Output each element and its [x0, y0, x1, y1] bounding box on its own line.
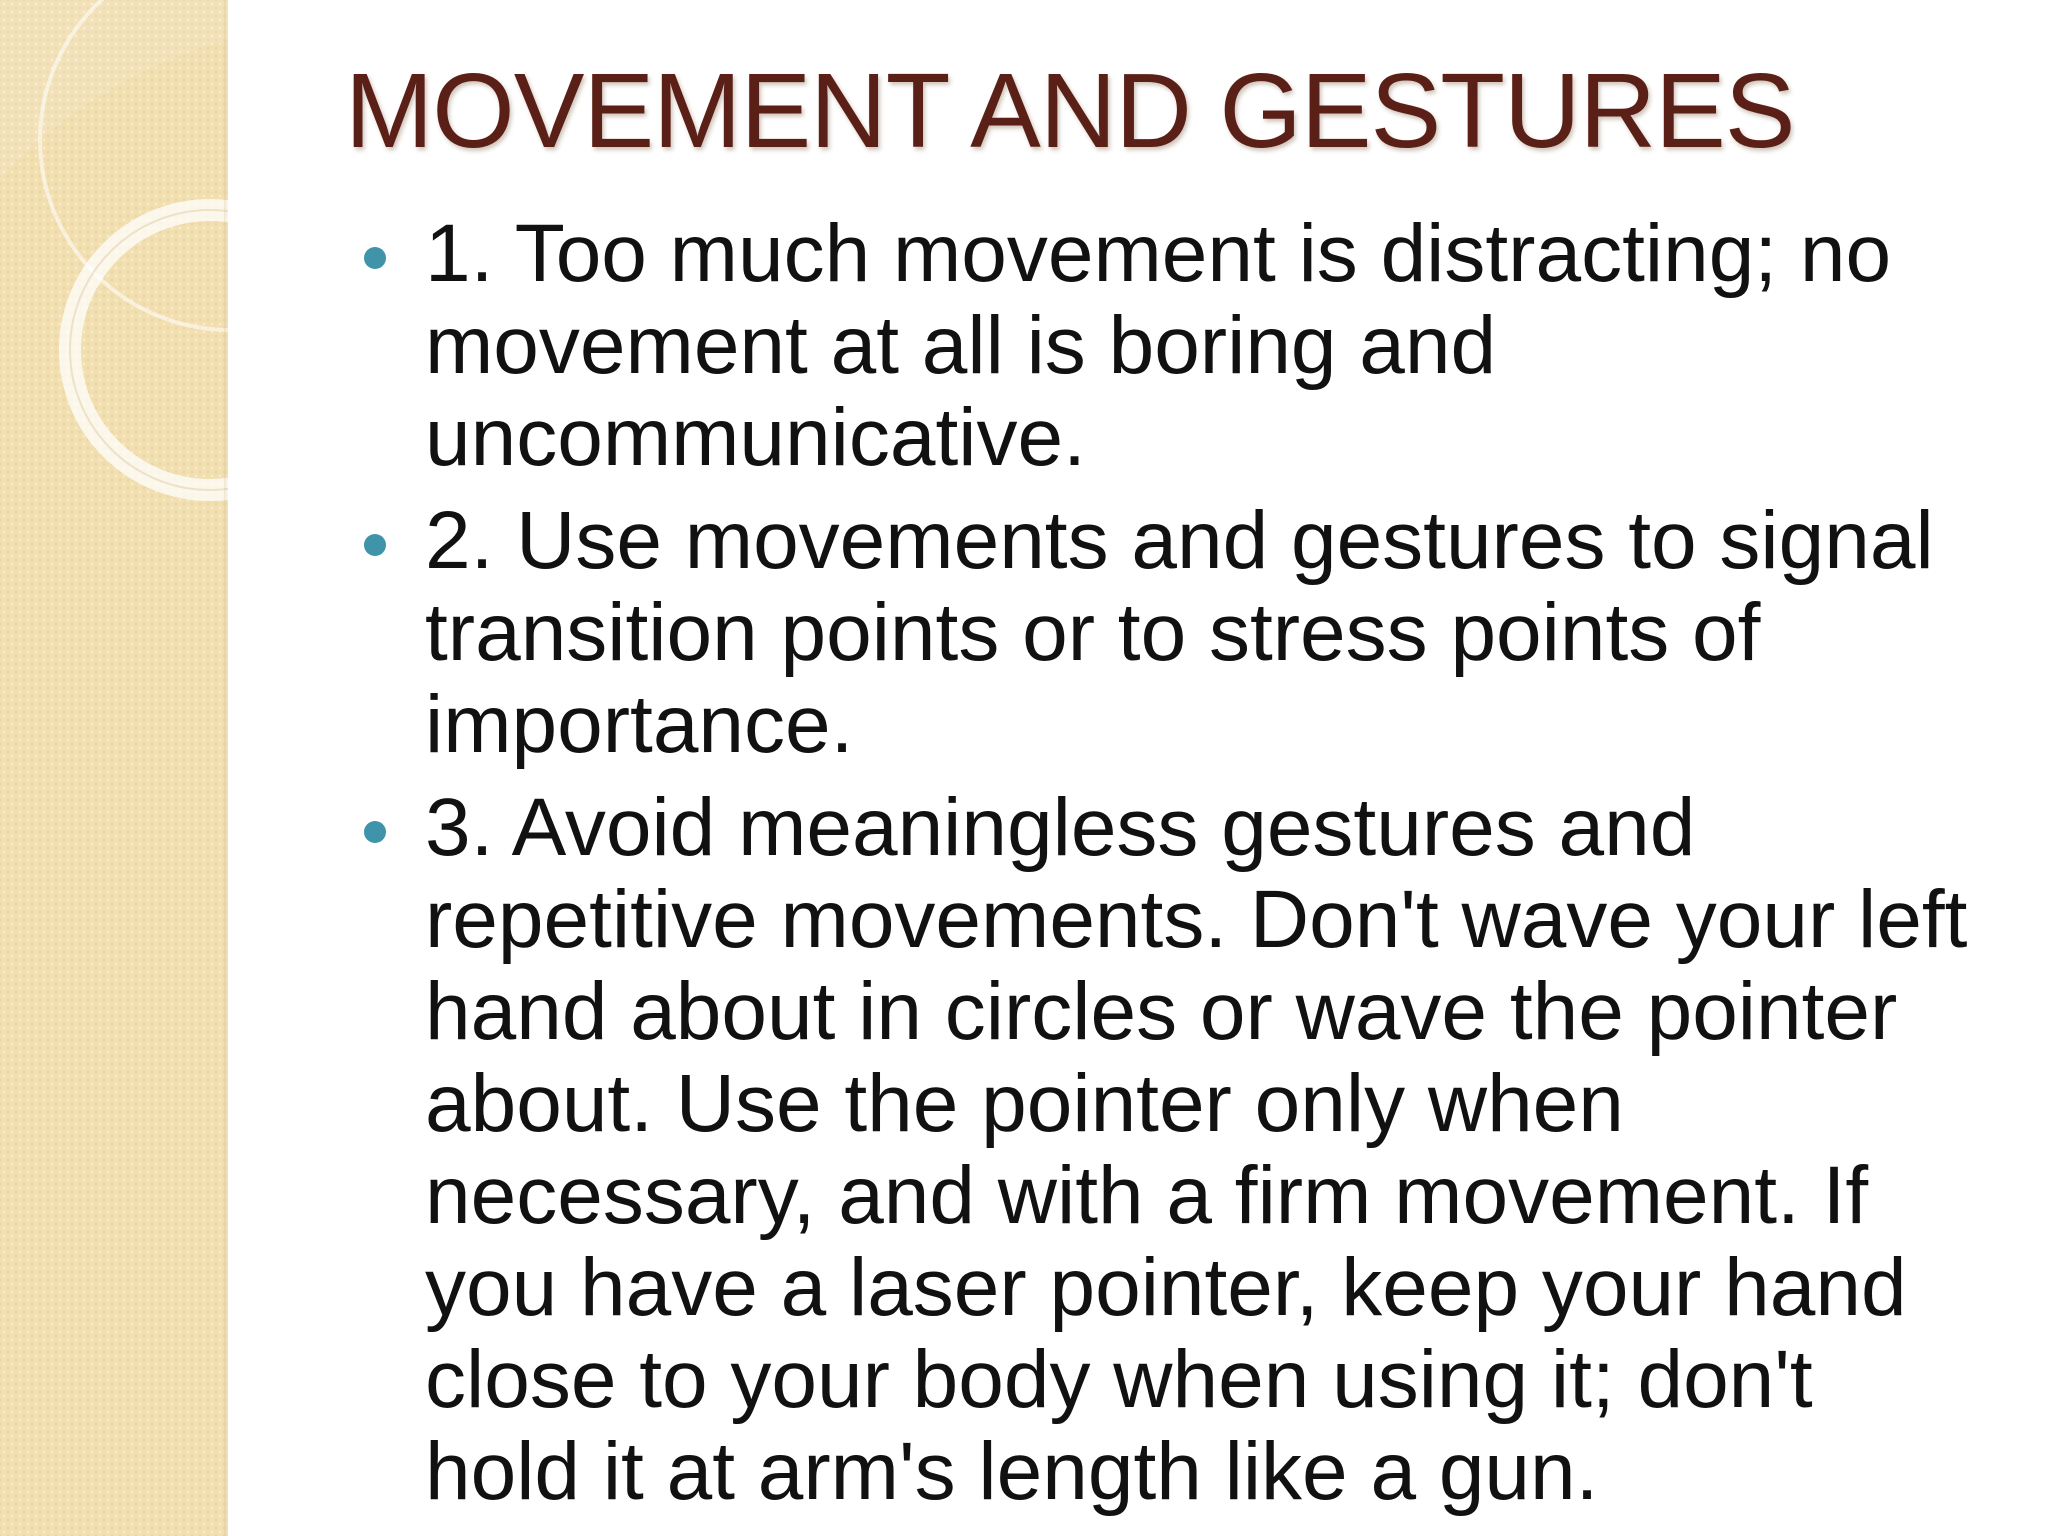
decorative-side-panel	[0, 0, 228, 1536]
bullet-dot-icon	[364, 247, 386, 269]
bullet-list	[345, 208, 1975, 1529]
bullet-text: 2. Use movements and gestures to signal transition points or to stress points of importance.	[425, 495, 1934, 770]
decorative-rings	[0, 0, 228, 1536]
bullet-item	[345, 208, 1975, 484]
bullet-item	[345, 782, 1975, 1518]
side-panel-edge	[224, 0, 228, 1536]
bullet-dot-icon	[364, 821, 386, 843]
bullet-item	[345, 495, 1975, 771]
bullet-text: 3. Avoid meaningless gestures and repetitive movements. Don't wave your left hand about in circles or wave the pointer about. Use the pointer only when necessary, and with a firm movement. If you have a laser pointer, keep your hand close to your body when using it; don't hold it at arm's length like a gun.	[425, 782, 1968, 1517]
bullet-text: 1. Too much movement is distracting; no movement at all is boring and uncommunicative.	[425, 208, 1892, 483]
slide-title: MOVEMENT AND GESTURES	[345, 52, 1795, 170]
bullet-dot-icon	[364, 534, 386, 556]
